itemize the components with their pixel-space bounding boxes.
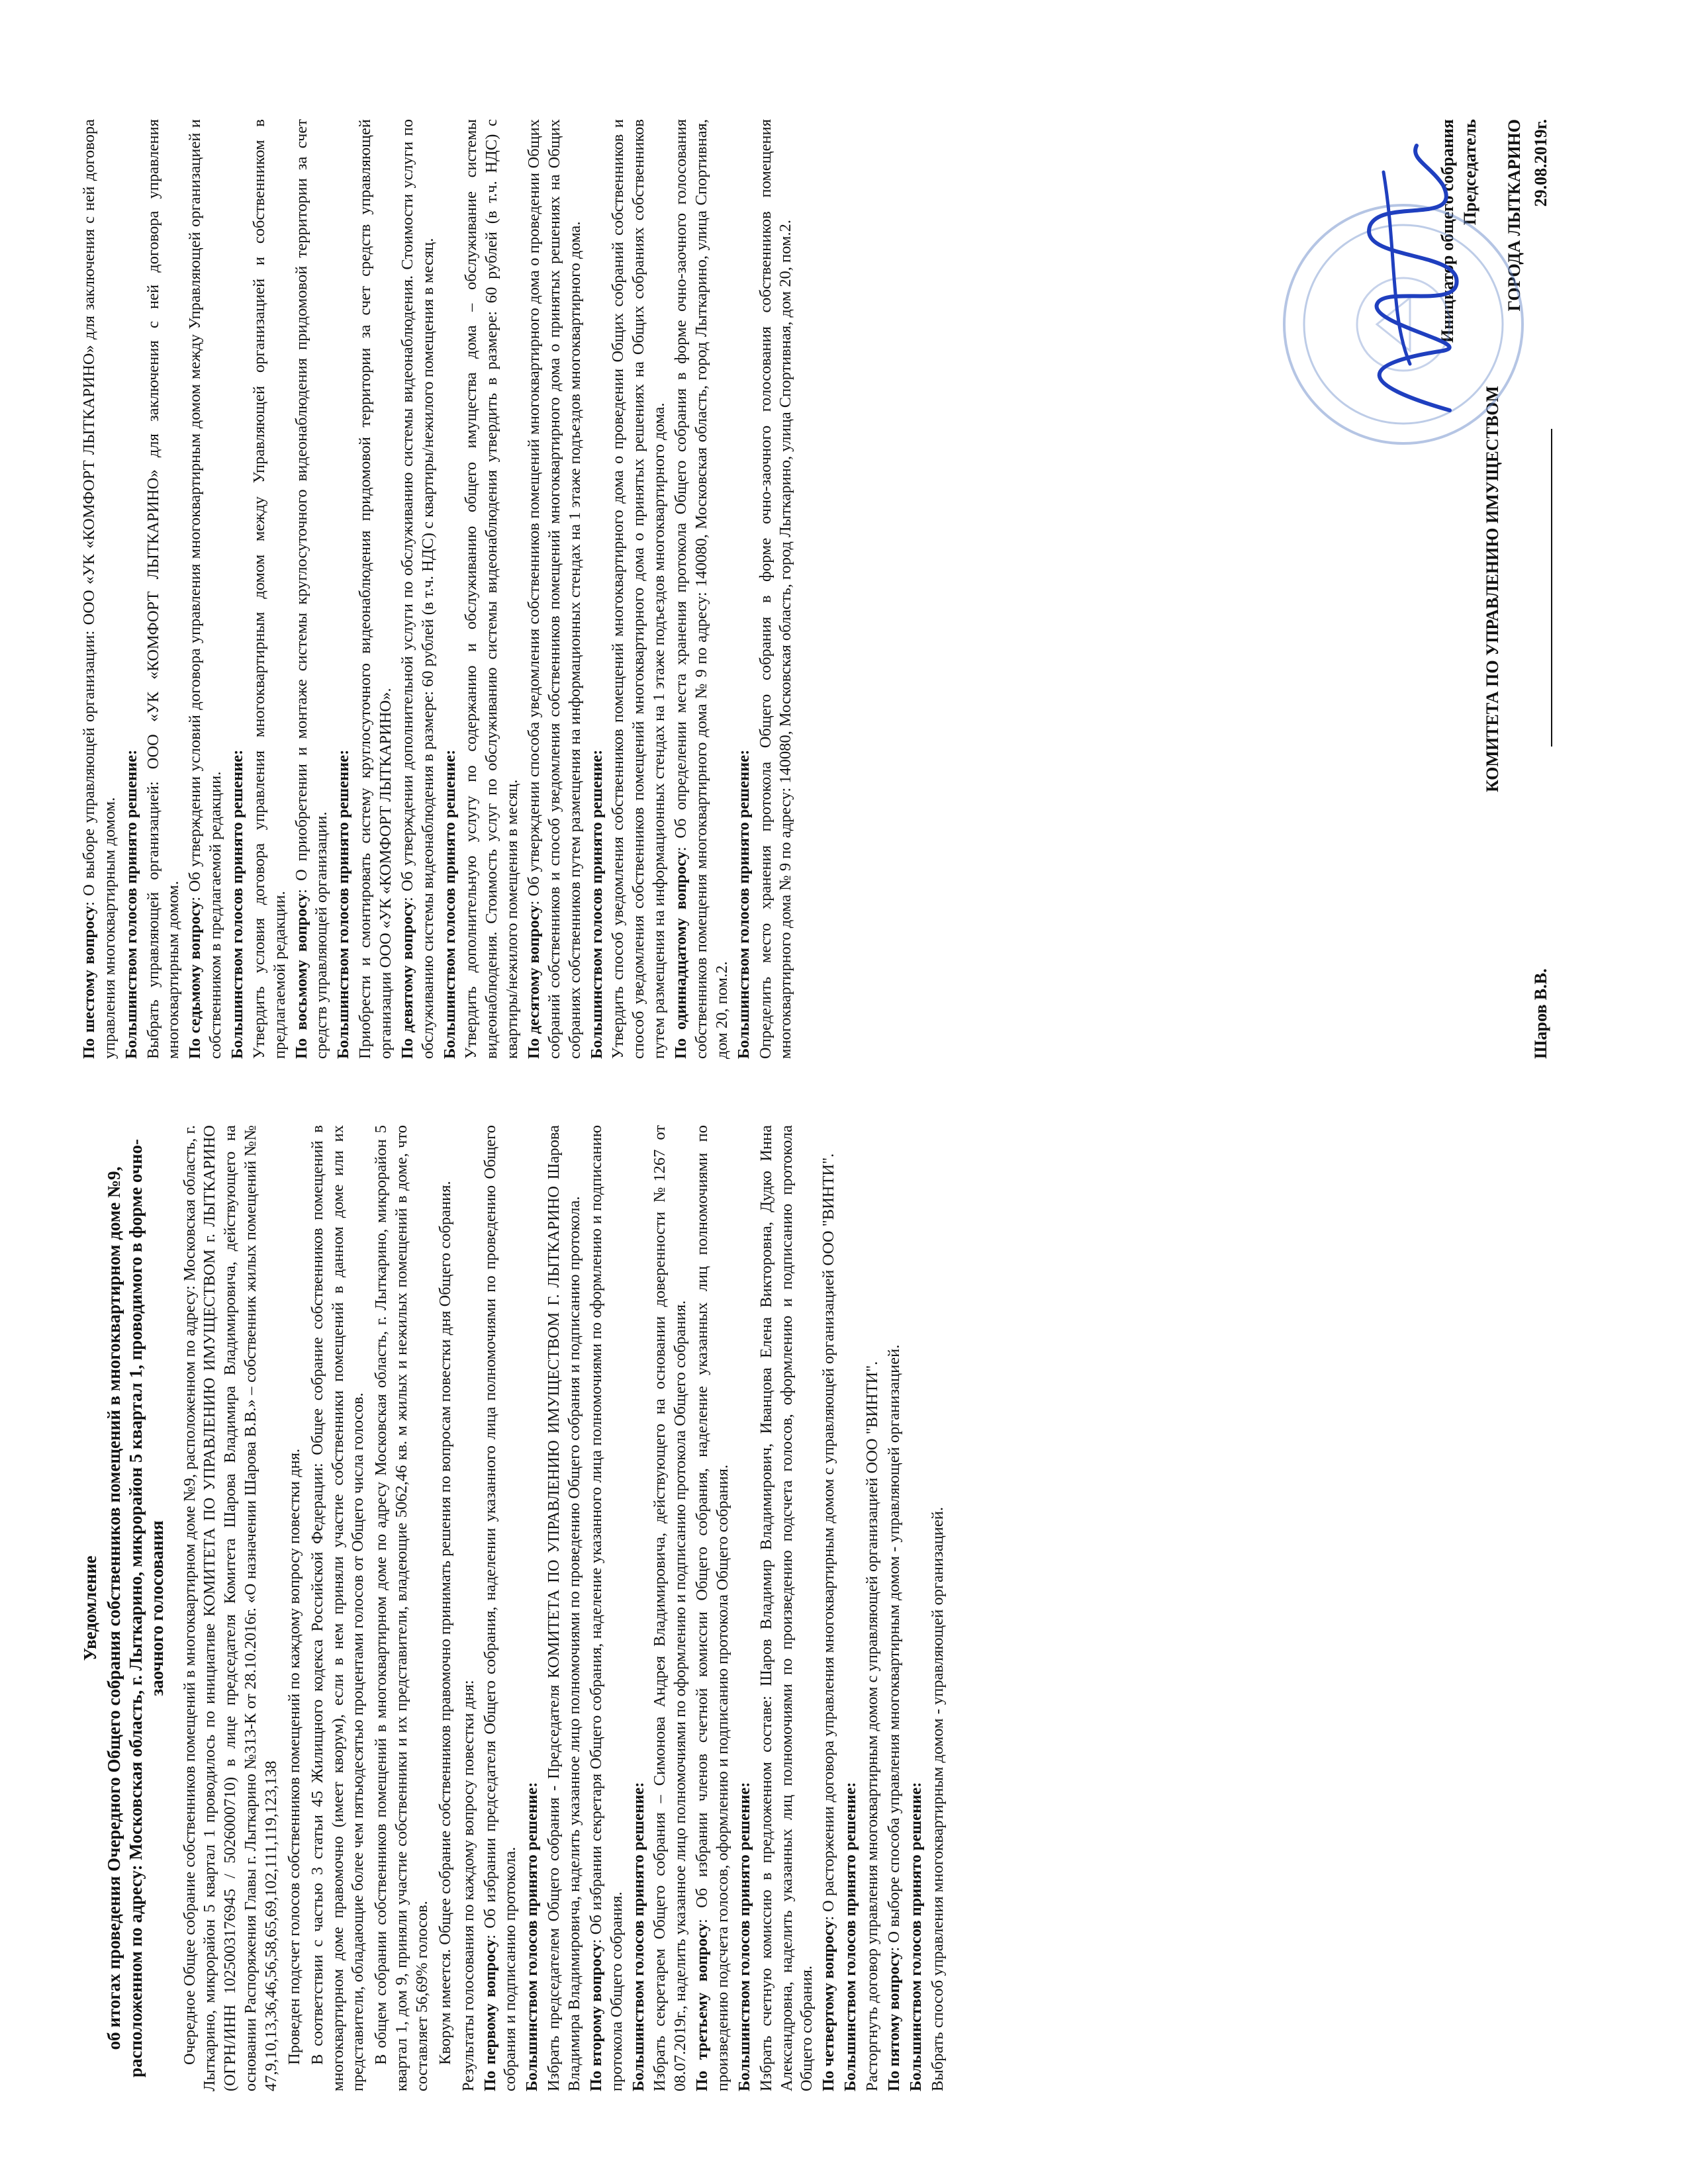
question-3 xyxy=(692,1125,818,2091)
decision-text: Избрать секретарем Общего собрания – Симонова Андрея Владимировича, действующего на основании доверенности №1267 от 08.07.2019г., наделить указанное лицо полномочиями по оформлению и подписанию протокола Общего собрания. xyxy=(651,1125,690,2091)
decision-text: Определить место хранения протокола Общего собрания в форме очно-заочного голосования собственников помещения многоквартирного дома № 9 по адресу: 140080, Московская область, город Лыткарино, улица Спортивная, дом 20, пом.2. xyxy=(756,119,795,1059)
decision-text: Утвердить дополнительную услугу по содержанию и обслуживанию общего имущества дома – обслуживание системы видеонаблюдения. Стоимость услуг по обслуживанию системы видеонаблюдения утвердить в размере: 60 рублей (в т.ч. НДС) с квартиры/нежилого помещения в месяц. xyxy=(462,119,522,1059)
decision-label: Большинством голосов принято решение: xyxy=(734,749,753,1059)
question-text: : О расторжении договора управления многоквартирным домом с управляющей организацией ООО "ВИНТИ". xyxy=(820,1153,838,1921)
decision-label: Большинством голосов принято решение: xyxy=(841,1782,860,2091)
question-label: По восьмому вопросу xyxy=(292,893,310,1059)
question-text: : Об избрании членов счетной комиссии Общего собрания, наделение указанных лиц полномочиями по произведению подсчета голосов, оформлению и подписанию протокола Общего собрания. xyxy=(693,1125,732,2091)
question-6 xyxy=(79,119,184,1059)
question-label: По одиннадцатому вопросу xyxy=(672,851,690,1059)
decision-text: Утвердить условия договора управления многоквартирным домом между Управляющей организацией и собственником в предлагаемой редакции. xyxy=(250,119,289,1059)
signature-name-row xyxy=(1530,119,1552,1059)
decision-label: Большинством голосов принято решение: xyxy=(906,1782,925,2091)
decision-label: Большинством голосов принято решение: xyxy=(523,1782,541,2091)
document-title: Уведомление xyxy=(80,1555,100,1661)
decision-label: Большинством голосов принято решение: xyxy=(122,749,140,1059)
question-text: : Об утверждении способа уведомления собственников помещений многоквартирного дома о проведении Общих собраний собственников и способ уведомления собственников помещений многоквартирного дома о принятых решениях на Общих собраниях собственников путем размещения на информационных стендах на 1 этаже подъездов многоквартирного дома. xyxy=(525,119,584,1059)
question-text: : Об избрании председателя Общего собрания, наделении указанного лица полномочиями по проведению Общего собрания и подписанию протокола. xyxy=(481,1125,520,2091)
question-text: : Об определении места хранения протокола Общего собрания в форме очно-заочного голосования собственников помещения многоквартирного дома № 9 по адресу: 140080, Московская область, город Лыткарино, улица Спортивная, дом 20, пом.2. xyxy=(672,119,731,1059)
decision-text: Выбрать управляющей организацией: ООО «УК «КОМФОРТ ЛЫТКАРИНО» для заключения с ней договора управления многоквартирным домом. xyxy=(144,119,183,1059)
intro-paragraph: Очередное Общее собрание собственников помещений в многоквартирном доме №9, расположенном по адресу: Московская область, г. Лыткарино, микрорайон 5 квартал 1 проводилось по инициативе КОМИТЕТА ПО УПРАВЛЕНИЮ ИМУЩЕСТВОМ г. ЛЫТКАРИНО (ОГРН/ИНН 1025003176945 / 5026000710) в лице председателя Комитета Шарова Владимира Владимировича, действующего на основании Распоряжения Главы г. Лыткарино №313-К от 28.10.2016г. «О назначении Шарова В.В.» – собственник жилых помещений №№ 47,9,10,13,36,46,56,58,65,69,102,111,119,123,138 xyxy=(180,1125,280,2091)
decision-label: Большинством голосов принято решение: xyxy=(228,749,247,1059)
intro-paragraph: Кворум имеется. Общее собрание собственников правомочно принимать решения по вопросам повестки дня Общего собрания. xyxy=(436,1181,454,2065)
question-label: По второму вопросу xyxy=(586,1943,605,2091)
question-11 xyxy=(671,119,796,1059)
decision-label: Большинством голосов принято решение: xyxy=(735,1782,753,2091)
question-label: По четвертому вопросу xyxy=(820,1920,838,2091)
left-column xyxy=(79,1125,950,2091)
intro-paragraph: В соответствии с частью 3 статьи 45 Жилищного кодекса Российской Федерации: Общее собрание собственников помещений в многоквартирном доме правомочно (имеет кворум), если в нем приняли участие собственники помещений в данном доме или их представители, обладающие более чем пятьюдесятью процентами голосов от Общего числа голосов. xyxy=(308,1125,367,2091)
initiator-label: Инициатор общего собрания xyxy=(1438,119,1457,343)
question-7 xyxy=(185,119,290,1059)
question-label: По первому вопросу xyxy=(481,1938,499,2091)
question-4 xyxy=(819,1125,883,2091)
decision-text: Расторгнуть договор управления многоквартирным домом с управляющей организацией ООО "ВИНТИ". xyxy=(863,1361,882,2091)
question-8 xyxy=(292,119,397,1059)
organization-line: ГОРОДА ЛЫТКАРИНО xyxy=(1505,119,1524,312)
decision-label: Большинством голосов принято решение: xyxy=(334,749,353,1059)
decision-label: Большинством голосов принято решение: xyxy=(587,749,606,1059)
question-text: : О приобретении и монтаже системы круглосуточного видеонаблюдения придомовой территории за счет средств управляющей организации. xyxy=(292,119,331,1059)
question-label: По третьему вопросу xyxy=(693,1923,712,2091)
signer-name: Шаров В.В. xyxy=(1531,968,1551,1059)
decision-label: Большинством голосов принято решение: xyxy=(440,749,459,1059)
question-text: : О выборе способа управления многоквартирным домом - управляющей организацией. xyxy=(884,1344,903,1952)
question-10 xyxy=(524,119,670,1059)
question-text: : Об утверждении условий договора управления многоквартирным домом между Управляющей организацией и собственником в предлагаемой редакции. xyxy=(186,118,225,1059)
document-subtitle: об итогах проведения Очередного Общего собрания собственников помещений в многоквартирном доме №9, расположенном по адресу: Московская область, г. Лыткарино, микрорайон 5 квартал 1, проводимого в форме очно-заочного голосования xyxy=(104,1138,167,2078)
question-9 xyxy=(398,119,523,1059)
signature-date: 29.08.2019г. xyxy=(1531,119,1551,207)
question-label: По девятому вопросу xyxy=(398,901,416,1059)
question-label: По десятому вопросу xyxy=(525,905,543,1059)
intro-paragraph: В общем собрании собственников помещений в многоквартирном доме по адресу Московская область, г. Лыткарино, микрорайон 5 квартал 1, дом 9, приняли участие собственники и их представители, владеющие 5062,46 кв. м жилых и нежилых помещений в доме, что составляет 56,69% голосов. xyxy=(372,1125,432,2091)
intro-paragraph: Проведен подсчет голосов собственников помещений по каждому вопросу повестки дня. xyxy=(285,1448,303,2065)
question-5 xyxy=(884,1125,949,2091)
decision-label: Большинством голосов принято решение: xyxy=(629,1782,647,2091)
question-2 xyxy=(586,1125,691,2091)
question-label: По шестому вопросу xyxy=(80,905,98,1059)
handwritten-signature-icon xyxy=(1331,132,1489,424)
right-column xyxy=(79,119,798,1059)
organization-line: КОМИТЕТА ПО УПРАВЛЕНИЮ ИМУЩЕСТВОМ xyxy=(1482,385,1502,793)
decision-text: Приобрести и смонтировать систему круглосуточного видеонаблюдения придомовой территории за счет средств управляющей организации ООО «УК «КОМФОРТ ЛЫТКАРИНО». xyxy=(356,119,395,1059)
signature-line xyxy=(1530,429,1552,747)
question-label: По пятому вопросу xyxy=(884,1951,903,2091)
results-heading: Результаты голосования по каждому вопросу повестки дня: xyxy=(459,1680,477,2091)
question-text: : О выборе управляющей организации: ООО «УК «КОМФОРТ ЛЫТКАРИНО» для заключения с ней договора управления многоквартирным домом. xyxy=(80,119,118,1059)
decision-text: Избрать счетную комиссию в предложенном составе: Шаров Владимир Владимирович, Иванцова Елена Викторовна, Дудко Инна Александровна, наделить указанных лиц полномочиями по произведению подсчета голосов, оформлению и подписанию протокола Общего собрания. xyxy=(757,1125,816,2091)
question-text: : Об избрании секретаря Общего собрания, наделение указанного лица полномочиями по оформлению и подписанию протокола Общего собрания. xyxy=(586,1124,626,2091)
position-label: Председатель xyxy=(1460,119,1479,226)
question-label: По седьмому вопросу xyxy=(186,901,205,1059)
question-text: : Об утверждении дополнительной услуги по обслуживанию системы видеонаблюдения. Стоимости услуги по обслуживанию системы видеонаблюдения в размере: 60 рублей (в т.ч. НДС) с квартиры/нежилого помещения в месяц. xyxy=(398,119,437,1059)
question-1 xyxy=(481,1125,585,2091)
decision-text: Утвердить способ уведомления собственников помещений многоквартирного дома о проведении Общих собраний собственников и способ уведомления собственников помещений многоквартирного дома о принятых решениях на Общих собраниях собственников путем размещения на информационных стендах на 1 этаже подъездов многоквартирного дома. xyxy=(609,119,669,1059)
decision-text: Выбрать способ управления многоквартирным домом - управляющей организацией. xyxy=(928,1506,947,2091)
decision-text: Избрать председателем Общего собрания - Председателя КОМИТЕТА ПО УПРАВЛЕНИЮ ИМУЩЕСТВОМ Г. ЛЫТКАРИНО Шарова Владимира Владимировича, наделить указанное лицо полномочиями по проведению Общего собрания и подписанию протокола. xyxy=(545,1125,584,2091)
